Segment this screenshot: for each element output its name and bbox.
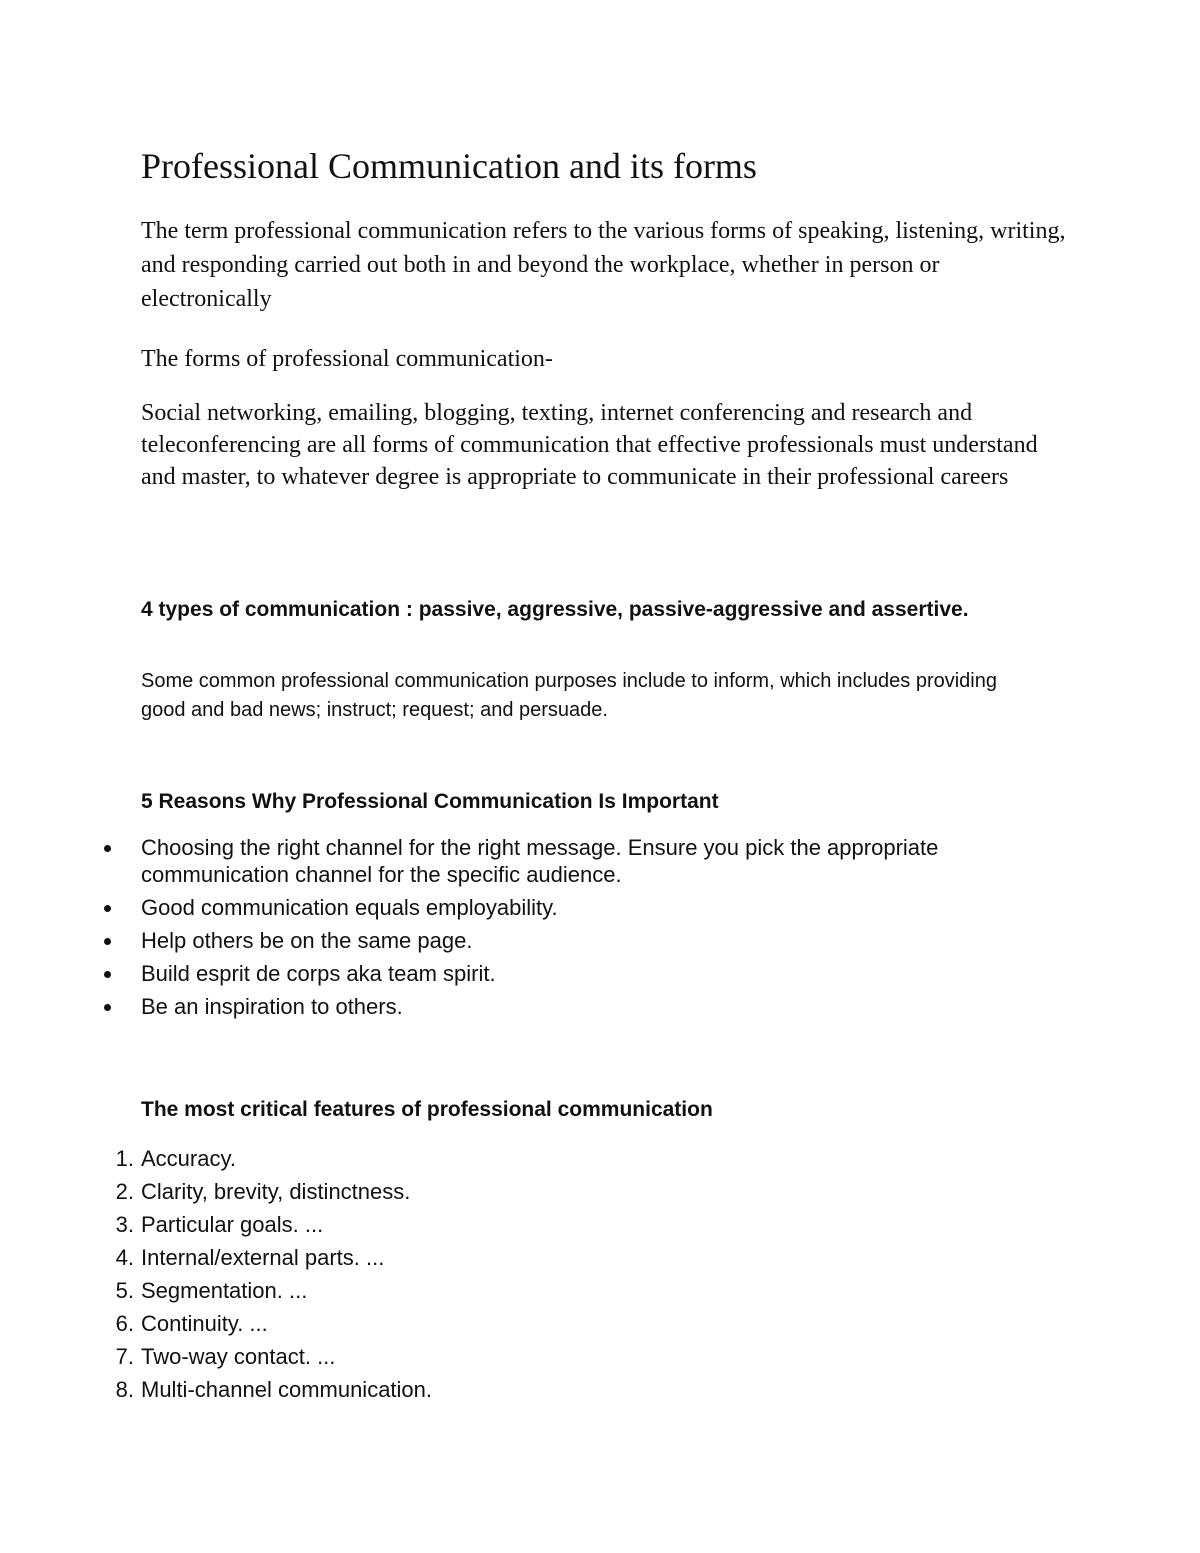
features-heading: The most critical features of professional communication — [141, 1098, 713, 1121]
list-number: 3. — [115, 1212, 134, 1237]
list-item — [0, 993, 1011, 1020]
list-number: 6. — [115, 1311, 134, 1336]
list-number: 2. — [115, 1179, 134, 1204]
list-number: 1. — [115, 1146, 134, 1171]
list-item — [0, 1373, 1011, 1406]
list-number: 5. — [115, 1278, 134, 1303]
list-number: 4. — [115, 1245, 134, 1270]
list-item-text: Two-way contact. ... — [141, 1344, 336, 1369]
list-item-text: Help others be on the same page. — [141, 928, 473, 953]
list-item-text: Choosing the right channel for the right message. Ensure you pick the appropriate communication channel for the specific audience. — [141, 835, 939, 887]
features-list — [0, 1142, 1011, 1406]
document-title: Professional Communication and its forms — [141, 146, 757, 186]
bullet-icon — [104, 905, 111, 912]
list-item — [0, 1208, 1011, 1241]
forms-heading: The forms of professional communication- — [141, 346, 553, 372]
list-item-text: Segmentation. ... — [141, 1278, 308, 1303]
intro-paragraph: The term professional communication refers to the various forms of speaking, listening, writing, and responding carried out both in and beyond the workplace, whether in person or electronically — [141, 218, 1066, 312]
bullet-icon — [104, 971, 111, 978]
list-item — [0, 1142, 1011, 1175]
list-item — [0, 1241, 1011, 1274]
list-item-text: Be an inspiration to others. — [141, 994, 403, 1019]
list-item-text: Internal/external parts. ... — [141, 1245, 385, 1270]
list-item-text: Clarity, brevity, distinctness. — [141, 1179, 411, 1204]
bullet-icon — [104, 1004, 111, 1011]
list-item — [0, 1340, 1011, 1373]
list-number: 7. — [115, 1344, 134, 1369]
bullet-icon — [104, 938, 111, 945]
reasons-list — [0, 834, 1011, 1026]
list-number: 8. — [115, 1377, 134, 1402]
list-item — [0, 960, 1011, 987]
forms-paragraph: Social networking, emailing, blogging, texting, internet conferencing and research and teleconferencing are all forms of communication that effective professionals must understand and master, to whatever degree is appropriate to communicate in their professional careers — [141, 400, 1038, 490]
reasons-heading: 5 Reasons Why Professional Communication Is Important — [141, 790, 719, 813]
list-item-text: Good communication equals employability. — [141, 895, 558, 920]
list-item-text: Multi-channel communication. — [141, 1377, 433, 1402]
list-item — [0, 1175, 1011, 1208]
list-item — [0, 894, 1011, 921]
list-item-text: Continuity. ... — [141, 1311, 268, 1336]
list-item — [0, 834, 1011, 888]
types-heading: 4 types of communication : passive, aggressive, passive-aggressive and assertive. — [141, 598, 969, 621]
list-item — [0, 1274, 1011, 1307]
purposes-paragraph: Some common professional communication purposes include to inform, which includes providing good and bad news; instruct; request; and persuade. — [141, 670, 997, 721]
list-item — [0, 1307, 1011, 1340]
list-item-text: Particular goals. ... — [141, 1212, 324, 1237]
list-item-text: Accuracy. — [141, 1146, 236, 1171]
list-item — [0, 927, 1011, 954]
list-item-text: Build esprit de corps aka team spirit. — [141, 961, 496, 986]
bullet-icon — [104, 845, 111, 852]
